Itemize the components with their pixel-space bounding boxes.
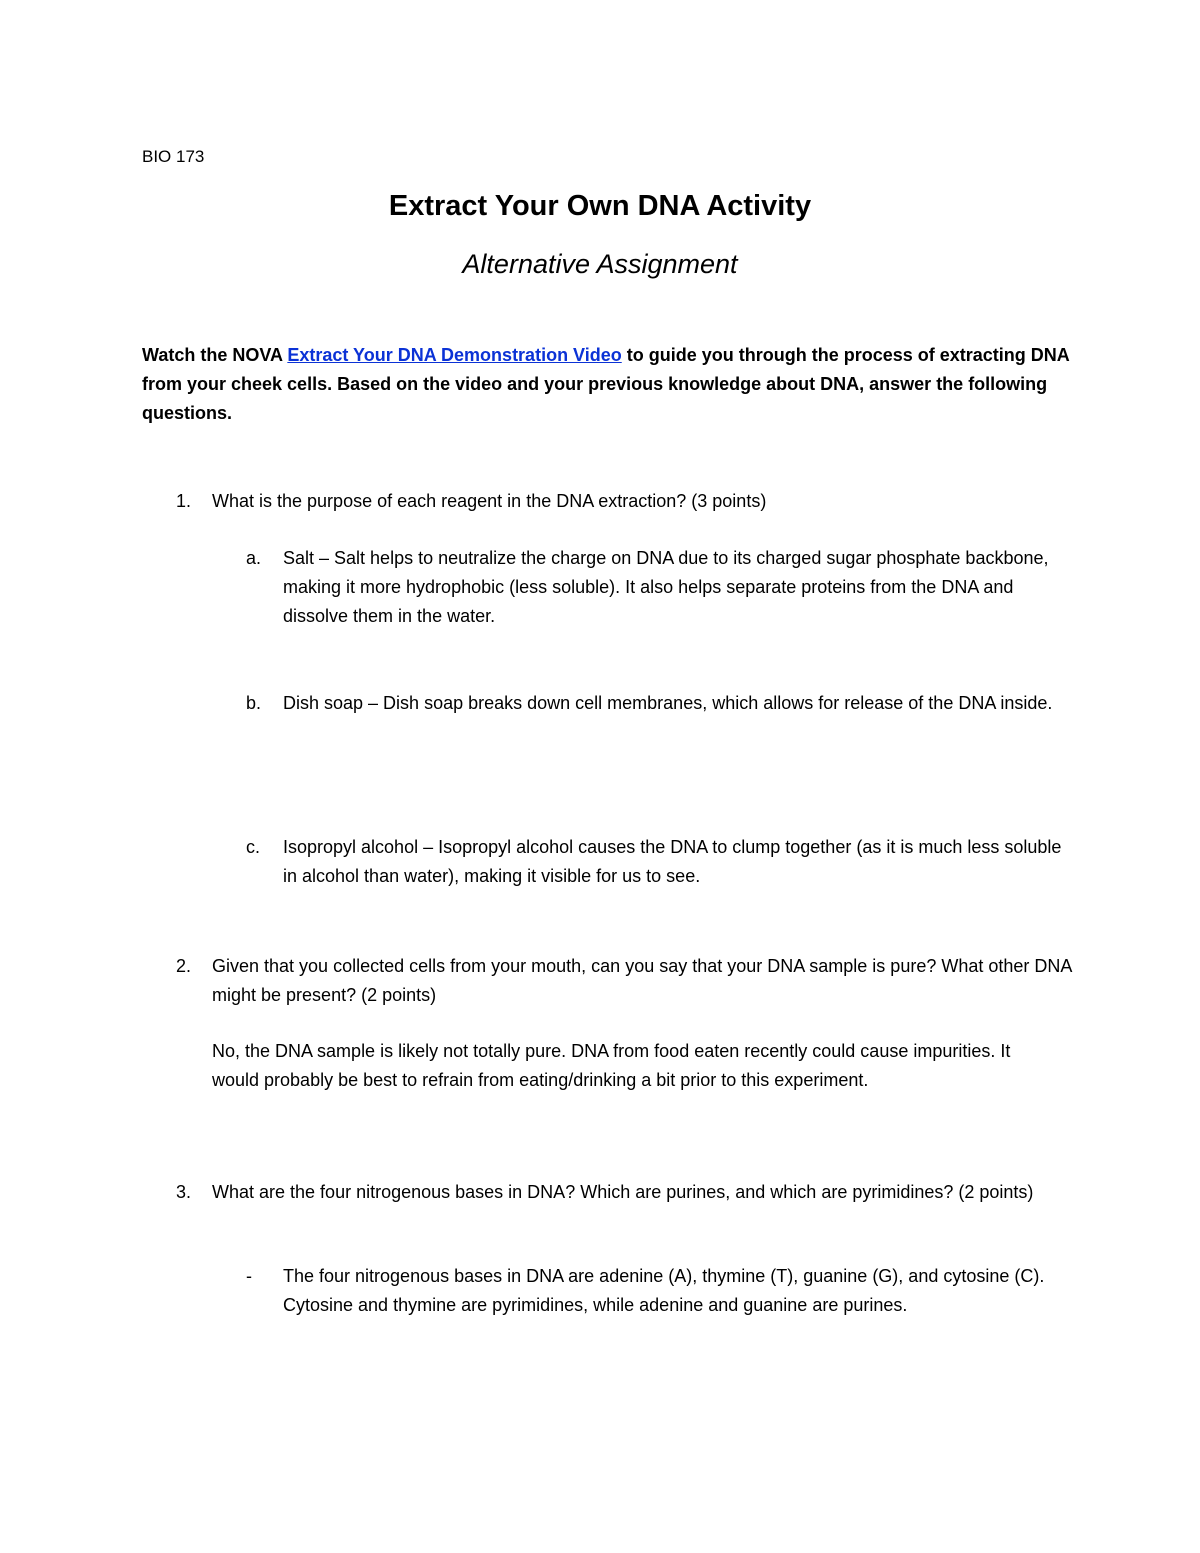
question-2-answer: No, the DNA sample is likely not totally pure. DNA from food eaten recently could cause impurities. It would probably be best to refrain from eating/drinking a bit prior to this experiment. [212,1041,1011,1090]
part-label: a. [246,548,262,568]
question-text: What is the purpose of each reagent in the DNA extraction? (3 points) [212,491,767,511]
course-code: BIO 173 [142,147,205,166]
instructions-paragraph [142,341,1072,428]
question-number: 1. [176,491,192,511]
question-number: 2. [176,956,192,976]
part-answer: Salt – Salt helps to neutralize the charge on DNA due to its charged sugar phosphate backbone, making it more hydrophobic (less soluble). It also helps separate proteins from the DNA and dissolve them in the water. [283,548,1049,626]
part-answer: Isopropyl alcohol – Isopropyl alcohol causes the DNA to clump together (as it is much less soluble in alcohol than water), making it visible for us to see. [283,837,1062,886]
answer-text: The four nitrogenous bases in DNA are adenine (A), thymine (T), guanine (G), and cytosine (C). Cytosine and thymine are pyrimidines, while adenine and guanine are purines. [283,1266,1045,1315]
question-number: 3. [176,1182,192,1202]
part-label: c. [246,837,261,857]
page-title: Extract Your Own DNA Activity [388,190,812,222]
nova-video-link[interactable]: Extract Your DNA Demonstration Video [287,345,622,365]
page-subtitle: Alternative Assignment [462,249,738,279]
question-text: Given that you collected cells from your mouth, can you say that your DNA sample is pure? What other DNA might be present? (2 points) [212,956,1072,1005]
part-label: b. [246,693,262,713]
part-answer: Dish soap – Dish soap breaks down cell membranes, which allows for release of the DNA inside. [283,693,1053,713]
bullet-dash: - [246,1266,252,1286]
instructions-text-end: to guide you through the process of extracting DNA from your cheek cells. Based on the video and your previous knowledge about DNA, answer the following questions. [142,345,1070,423]
instructions-text-start: Watch the NOVA [142,345,288,365]
question-text: What are the four nitrogenous bases in DNA? Which are purines, and which are pyrimidines? (2 points) [212,1182,1034,1202]
